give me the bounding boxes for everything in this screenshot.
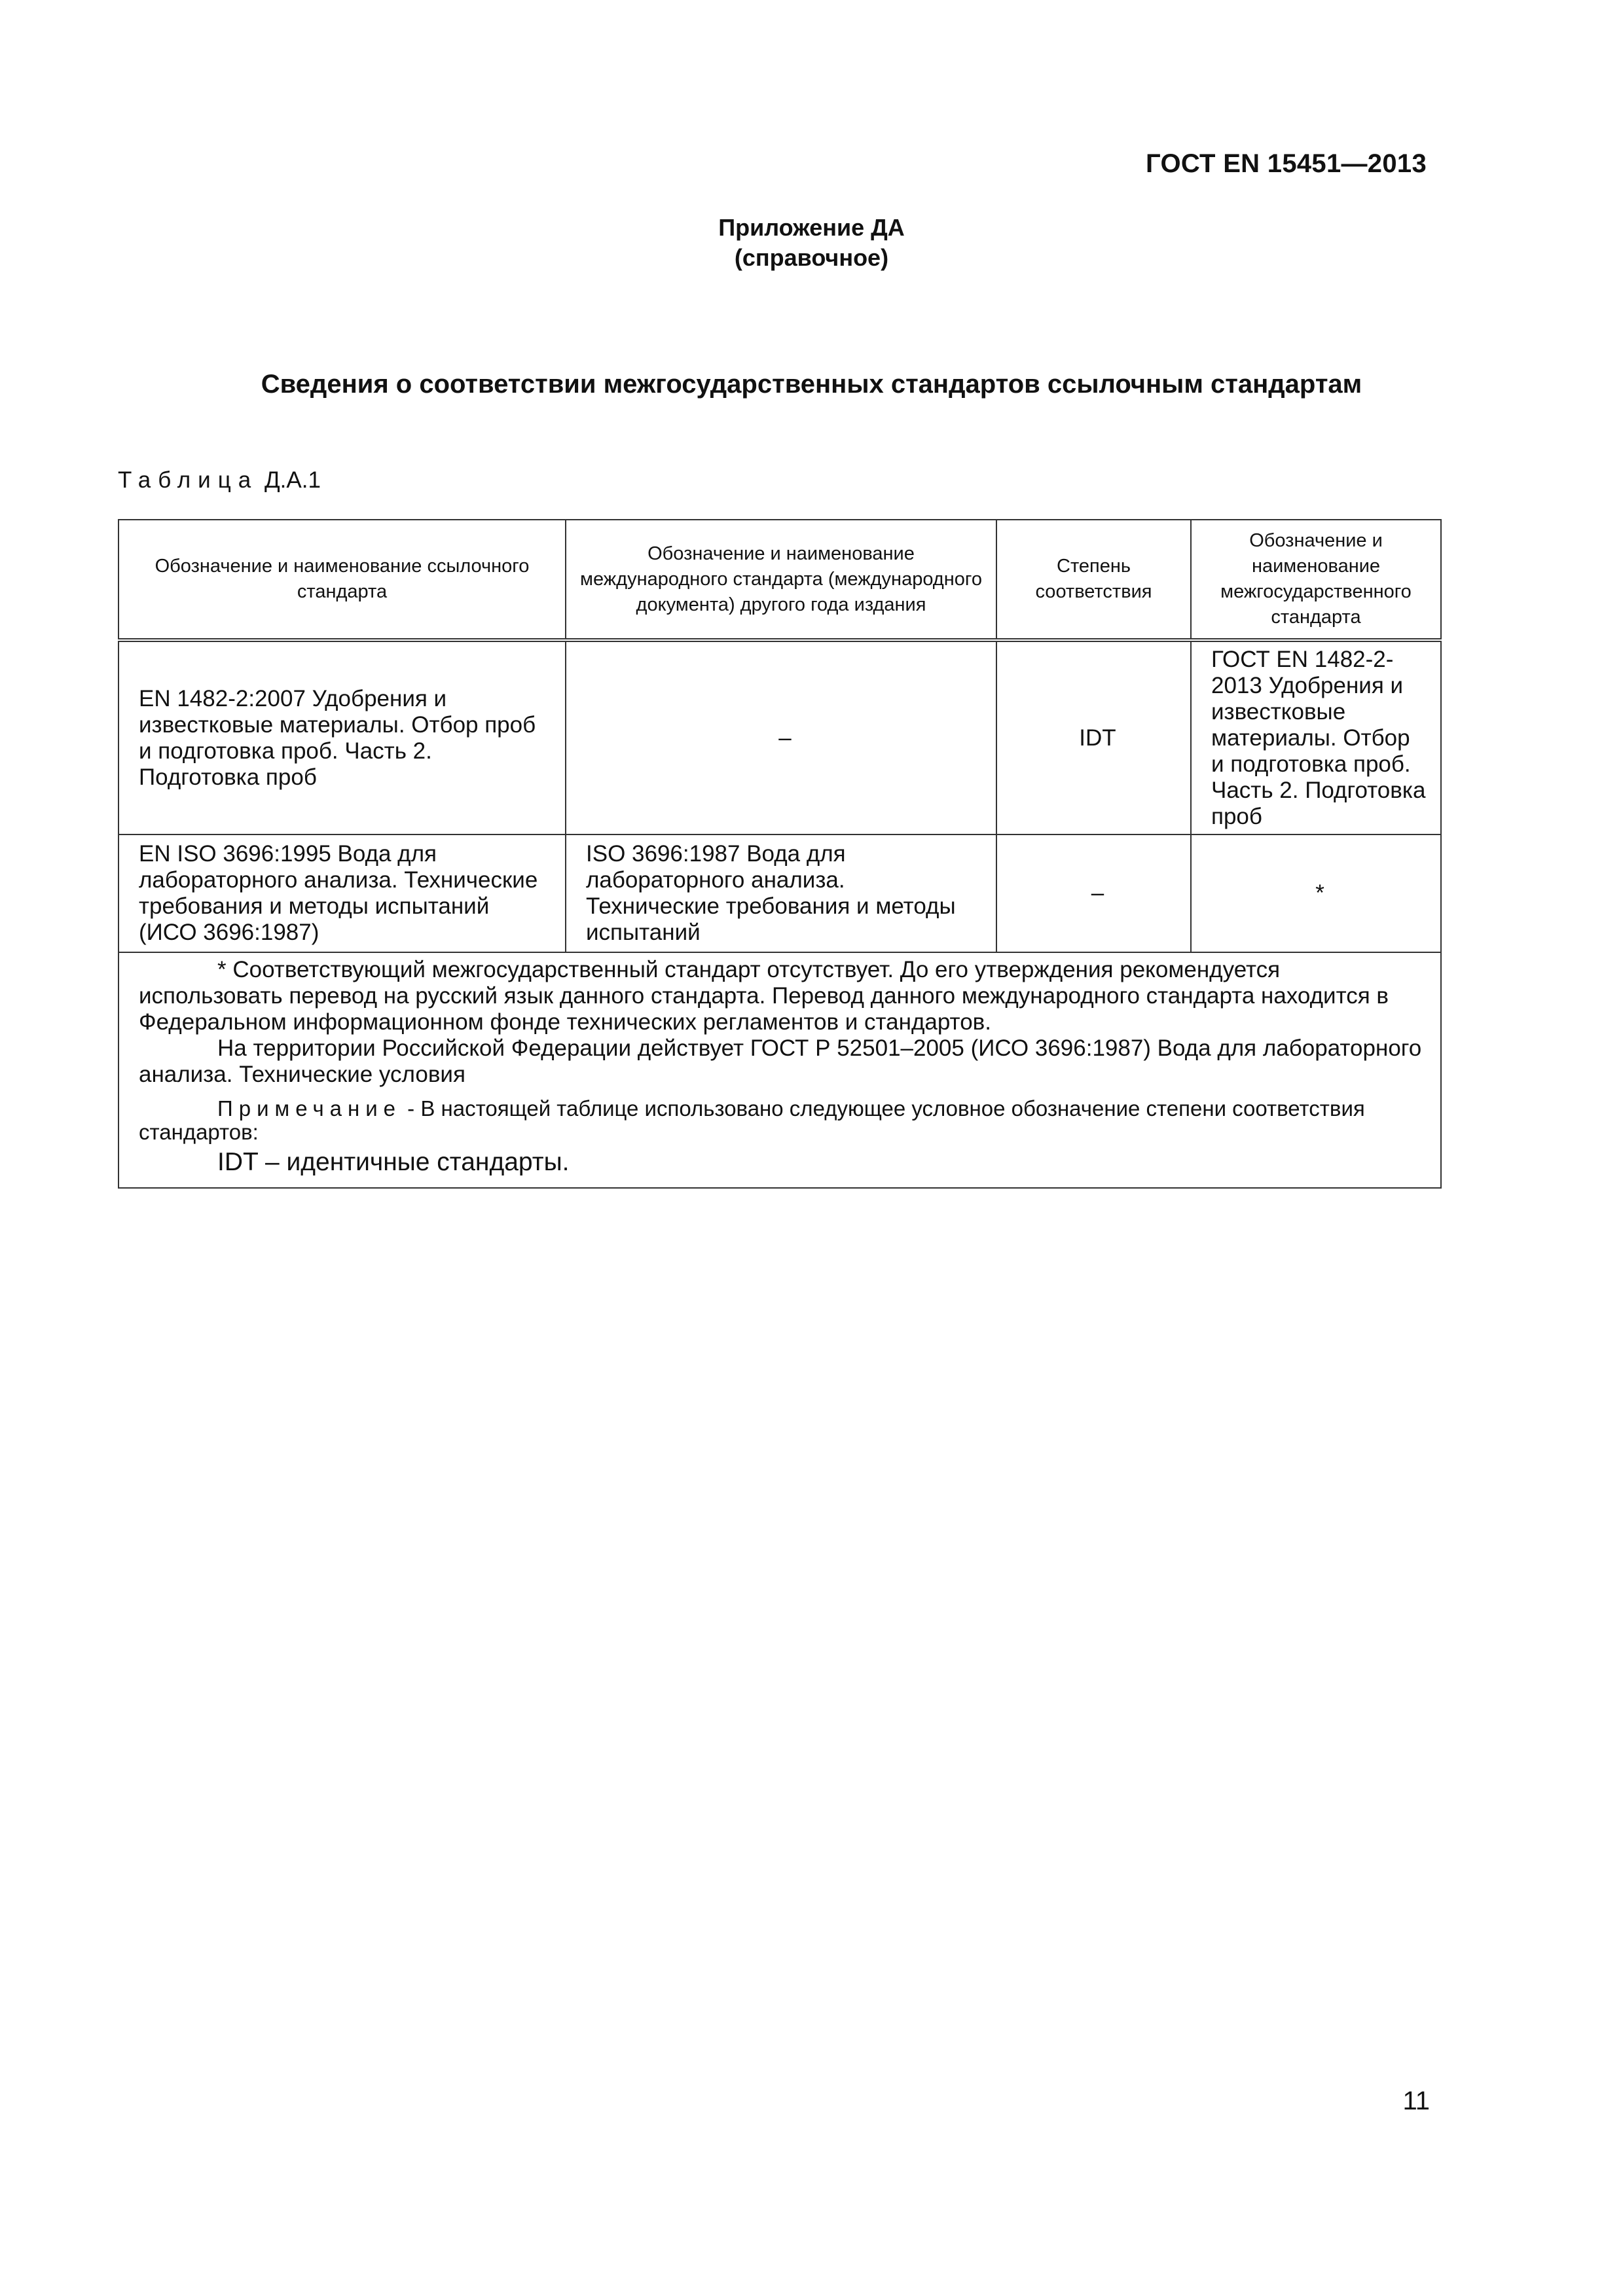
table-note [139,1097,1429,1144]
appendix-heading [0,213,1623,273]
page-number: 11 [1402,2087,1430,2115]
idt-definition: IDT – идентичные стандарты. [217,1148,570,1176]
table-footer-row [119,952,1441,1188]
appendix-title: Приложение ДА [718,214,905,241]
table-footer [119,952,1441,1188]
standards-table [118,519,1442,1189]
column-header-international: Обозначение и наименование международного стандарта (международного документа) другого года издания [566,520,996,640]
footnote-text: * Соответствующий межгосударственный стандарт отсутствует. До его утверждения рекомендуется использовать перевод на русский язык данного стандарта. Перевод данного международного стандарта находится в Федеральном информационном фонде технических регламентов и стандартов. [139,957,1389,1035]
table-caption-number: Д.А.1 [264,467,321,493]
cell-degree: IDT [996,640,1191,834]
appendix-subtitle: (справочное) [734,244,889,271]
cell-degree: – [996,834,1191,952]
cell-reference-standard: EN 1482-2:2007 Удобрения и известковые материалы. Отбор проб и подготовка проб. Часть 2. Подготовка проб [119,640,566,834]
column-header-degree: Степень соответствия [996,520,1191,640]
cell-international-standard: ISO 3696:1987 Вода для лабораторного анализа. Технические требования и методы испытаний [566,834,996,952]
cell-international-standard: – [566,640,996,834]
column-header-interstate: Обозначение и наименование межгосударственного стандарта [1191,520,1441,640]
rf-standard-note: На территории Российской Федерации действует ГОСТ Р 52501–2005 (ИСО 3696:1987) Вода для лабораторного анализа. Технические условия [139,1035,1422,1087]
cell-interstate-standard: ГОСТ EN 1482-2-2013 Удобрения и известковые материалы. Отбор и подготовка проб. Часть 2. Подготовка проб [1191,640,1441,834]
note-text: - В настоящей таблице использовано следующее условное обозначение степени соответствия стандартов: [139,1096,1365,1144]
cell-interstate-standard: * [1191,834,1441,952]
note-label: Примечание [217,1096,402,1121]
section-title: Сведения о соответствии межгосударственных стандартов ссылочным стандартам [261,370,1362,399]
cell-reference-standard: EN ISO 3696:1995 Вода для лабораторного анализа. Технические требования и методы испытаний (ИСО 3696:1987) [119,834,566,952]
table-row [119,834,1441,952]
table-caption-word: Таблица [118,467,259,493]
table-row [119,640,1441,834]
table-header-row [119,520,1441,640]
table-caption [118,467,321,493]
document-code: ГОСТ EN 15451—2013 [1146,149,1427,178]
column-header-reference: Обозначение и наименование ссылочного стандарта [119,520,566,640]
